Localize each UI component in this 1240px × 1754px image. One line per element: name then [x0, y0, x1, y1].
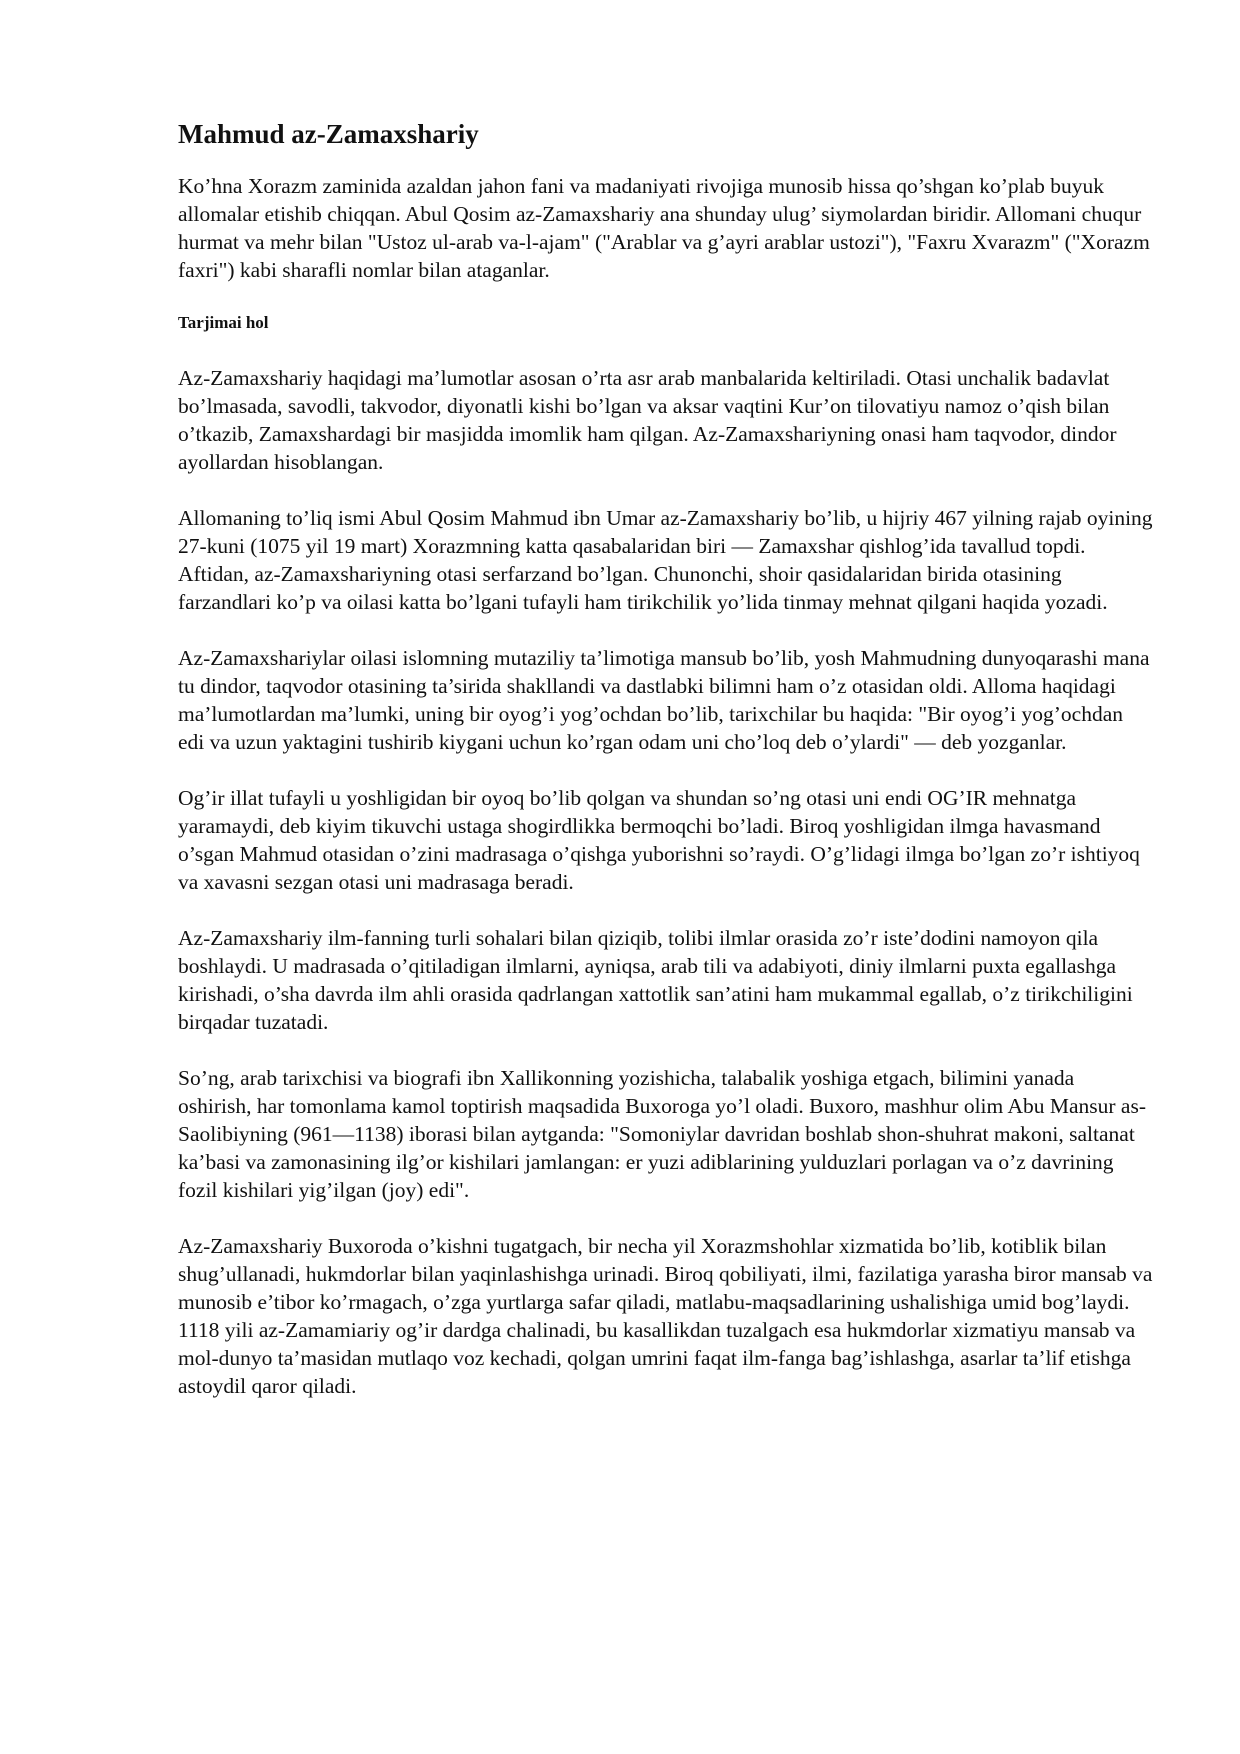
body-paragraph-7: Az-Zamaxshariy Buxoroda o’kishni tugatgach, bir necha yil Xorazmshohlar xizmatida bo’lib, kotiblik bilan shug’ullanadi, hukmdorlar bilan yaqinlashishga urinadi. Biroq qobiliyati, ilmi, fazilatiga yarasha biror mansab va munosib e’tibor ko’rmagach, o’zga yurtlarga safar qiladi, matlabu-maqsadlarining ushalishiga umid bog’laydi. 1118 yili az-Zamamiariy og’ir dardga chalinadi, bu kasallikdan tuzalgach esa hukmdorlar xizmatiyu mansab va mol-dunyo ta’masidan mutlaqo voz kechadi, qolgan umrini faqat ilm-fanga bag’ishlashga, asarlar ta’lif etishga astoydil qaror qiladi.	[178, 1234, 1153, 1398]
document-page	[178, 118, 1153, 1428]
body-paragraph-6: So’ng, arab tarixchisi va biografi ibn Xallikonning yozishicha, talabalik yoshiga etgach, bilimini yanada oshirish, har tomonlama kamol toptirish maqsadida Buxoroga yo’l oladi. Buxoro, mashhur olim Abu Mansur as-Saolibiyning (961—1138) iborasi bilan aytganda: "Somoniylar davridan boshlab shon-shuhrat makoni, saltanat ka’basi va zamonasining ilg’or kishilari jamlangan: er yuzi adiblarining yulduzlari porlagan va o’z davrining fozil kishilari yig’ilgan (joy) edi".	[178, 1066, 1146, 1202]
body-paragraph-3: Az-Zamaxshariylar oilasi islomning mutaziliy ta’limotiga mansub bo’lib, yosh Mahmudning dunyoqarashi mana tu dindor, taqvodor otasining ta’sirida shakllandi va dastlabki bilimni ham o’z otasidan oldi. Alloma haqidagi ma’lumotlardan ma’lumki, uning bir oyog’i yog’ochdan bo’lib, tarixchilar bu haqida: "Bir oyog’i yog’ochdan edi va uzun yaktagini tushirib kiygani uchun ko’rgan odam uni cho’loq deb o’ylardi" — deb yozganlar.	[178, 646, 1150, 754]
body-paragraph-1: Az-Zamaxshariy haqidagi ma’lumotlar asosan o’rta asr arab manbalarida keltiriladi. Otasi unchalik badavlat bo’lmasada, savodli, takvodor, diyonatli kishi bo’lgan va aksar vaqtini Kur’on tilovatiyu namoz o’qish bilan o’tkazib, Zamaxshardagi bir masjidda imomlik ham qilgan. Az-Zamaxshariyning onasi ham taqvodor, dindor ayollardan hisoblangan.	[178, 366, 1117, 474]
body-paragraph-2: Allomaning to’liq ismi Abul Qosim Mahmud ibn Umar az-Zamaxshariy bo’lib, u hijriy 467 yilning rajab oyining 27-kuni (1075 yil 19 mart) Xorazmning katta qasabalaridan biri — Zamaxshar qishlog’ida tavallud topdi. Aftidan, az-Zamaxshariyning otasi serfarzand bo’lgan. Chunonchi, shoir qasidalaridan birida otasining farzandlari ko’p va oilasi katta bo’lgani tufayli ham tirikchilik yo’lida tinmay mehnat qilgani haqida yozadi.	[178, 506, 1153, 614]
document-title: Mahmud az-Zamaxshariy	[178, 119, 479, 149]
intro-paragraph: Ko’hna Xorazm zaminida azaldan jahon fani va madaniyati rivojiga munosib hissa qo’shgan ko’plab buyuk allomalar etishib chiqqan. Abul Qosim az-Zamaxshariy ana shunday ulug’ siymolardan biridir. Allomani chuqur hurmat va mehr bilan "Ustoz ul-arab va-l-ajam" ("Arablar va g’ayri arablar ustozi"), "Faxru Xvarazm" ("Xorazm faxri") kabi sharafli nomlar bilan ataganlar.	[178, 174, 1150, 282]
body-paragraph-5: Az-Zamaxshariy ilm-fanning turli sohalari bilan qiziqib, tolibi ilmlar orasida zo’r iste’dodini namoyon qila boshlaydi. U madrasada o’qitiladigan ilmlarni, ayniqsa, arab tili va adabiyoti, diniy ilmlarni puxta egallashga kirishadi, o’sha davrda ilm ahli orasida qadrlangan xattotlik san’atini ham mukammal egallab, o’z tirikchiligini birqadar tuzatadi.	[178, 926, 1133, 1034]
body-paragraph-4: Og’ir illat tufayli u yoshligidan bir oyoq bo’lib qolgan va shundan so’ng otasi uni endi OG’IR mehnatga yaramaydi, deb kiyim tikuvchi ustaga shogirdlikka bermoqchi bo’ladi. Biroq yoshligidan ilmga havasmand o’sgan Mahmud otasidan o’zini madrasaga o’qishga yuborishni so’raydi. O’g’lidagi ilmga bo’lgan zo’r ishtiyoq va xavasni sezgan otasi uni madrasaga beradi.	[178, 786, 1140, 894]
section-heading: Tarjimai hol	[178, 313, 269, 332]
